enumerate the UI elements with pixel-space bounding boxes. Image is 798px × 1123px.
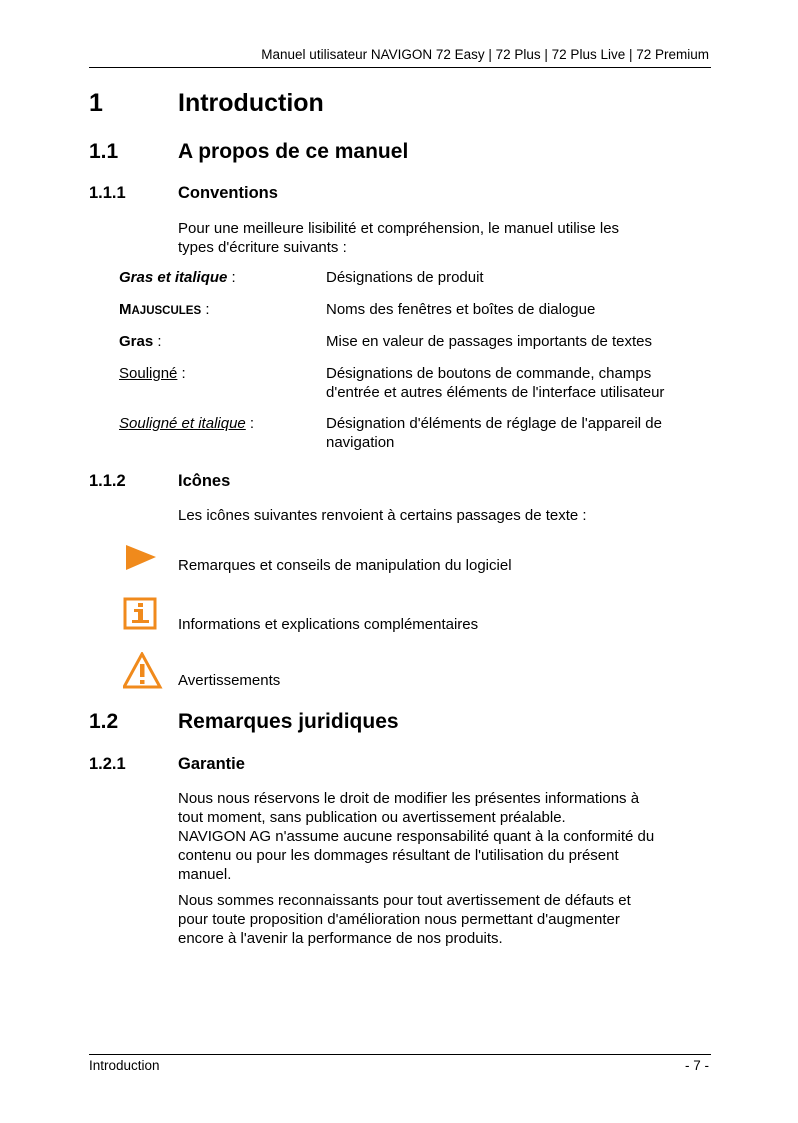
- section-number: 1.1: [89, 140, 119, 163]
- subsection-title: Garantie: [178, 755, 245, 773]
- warranty-paragraph: Nous sommes reconnaissants pour tout avertissement de défauts et pour toute proposition d'amélioration nous permettant d'augmenter encore à l'avenir la performance de nos produits.: [178, 892, 631, 947]
- subsection-title: Conventions: [178, 184, 278, 202]
- convention-term: Souligné :: [119, 365, 186, 382]
- convention-definition: Désignation d'éléments de réglage de l'appareil de navigation: [326, 415, 662, 451]
- info-icon: [123, 597, 159, 631]
- section-title: Remarques juridiques: [178, 710, 399, 733]
- running-header: Manuel utilisateur NAVIGON 72 Easy | 72 Plus | 72 Plus Live | 72 Premium: [261, 47, 709, 62]
- icon-description: Remarques et conseils de manipulation du logiciel: [178, 557, 512, 574]
- chapter-number: 1: [89, 89, 103, 117]
- convention-definition: Désignations de produit: [326, 269, 484, 286]
- convention-term: Souligné et italique :: [119, 415, 255, 432]
- section-number: 1.2: [89, 710, 119, 733]
- icon-description: Informations et explications complémentaires: [178, 616, 479, 633]
- conventions-intro: Pour une meilleure lisibilité et compréhension, le manuel utilise les types d'écriture suivants :: [178, 220, 620, 256]
- convention-definition: Mise en valeur de passages importants de textes: [326, 333, 653, 350]
- subsection-title: Icônes: [178, 472, 231, 490]
- subsection-number: 1.1.2: [89, 472, 126, 490]
- footer-rule: [89, 1054, 711, 1055]
- page-number: - 7 -: [684, 1058, 709, 1073]
- subsection-number: 1.1.1: [89, 184, 126, 202]
- warranty-paragraph: Nous nous réservons le droit de modifier les présentes informations à tout moment, sans publication ou avertissement préalable. NAVIGON AG n'assume aucune responsabilité quant à la conformité du contenu ou pour les dommages résultant de l'utilisation du présent manuel.: [178, 790, 655, 883]
- convention-definition: Désignations de boutons de commande, champs d'entrée et autres éléments de l'interface utilisateur: [326, 365, 665, 401]
- subsection-number: 1.2.1: [89, 755, 126, 773]
- footer-section-name: Introduction: [89, 1058, 160, 1073]
- convention-term: MAJUSCULES :: [119, 301, 210, 318]
- chapter-title: Introduction: [178, 89, 324, 117]
- header-rule: [89, 67, 711, 68]
- arrow-right-icon: [123, 543, 159, 573]
- convention-term: Gras et italique :: [119, 269, 236, 286]
- convention-definition: Noms des fenêtres et boîtes de dialogue: [326, 301, 596, 318]
- icon-description: Avertissements: [178, 672, 281, 689]
- section-title: A propos de ce manuel: [178, 140, 409, 163]
- icons-intro: Les icônes suivantes renvoient à certains passages de texte :: [178, 507, 587, 524]
- convention-term: Gras :: [119, 333, 162, 350]
- warning-icon: [123, 652, 163, 690]
